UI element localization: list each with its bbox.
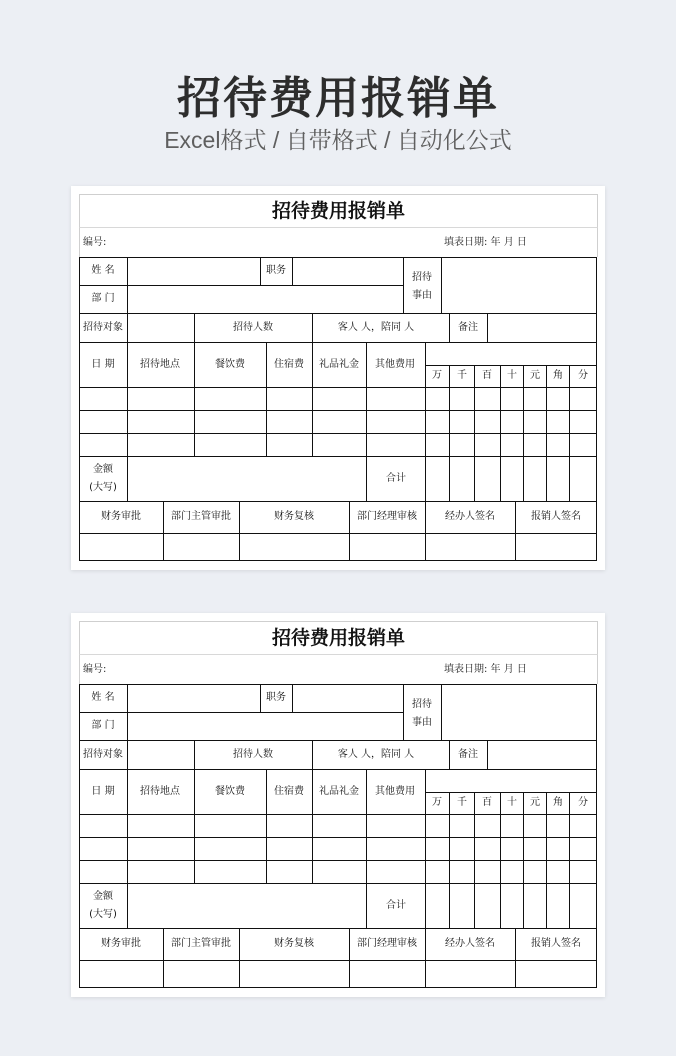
signature-label: 报销人签名 <box>531 511 581 522</box>
signature-label: 经办人签名 <box>445 511 495 522</box>
unit-header: 分 <box>578 797 588 808</box>
banner-title: 招待费用报销单 <box>177 73 499 124</box>
unit-header: 元 <box>530 370 540 381</box>
unit-header: 元 <box>530 797 540 808</box>
unit-header: 角 <box>553 797 563 808</box>
reason-label-line1: 招待 <box>412 272 432 283</box>
name-label: 姓 名 <box>91 692 115 703</box>
reimbursement-form <box>79 621 598 989</box>
other-column-header: 其他费用 <box>375 786 415 797</box>
gift-column-header: 礼品礼金 <box>319 359 359 370</box>
remark-label: 备注 <box>458 749 478 760</box>
target-label: 招待对象 <box>83 749 123 760</box>
signature-label: 经办人签名 <box>445 938 495 949</box>
form-grid-lines <box>79 621 598 989</box>
department-label: 部 门 <box>91 720 115 731</box>
signature-label: 财务审批 <box>101 511 141 522</box>
remark-label: 备注 <box>458 322 478 333</box>
form-grid-lines <box>79 194 598 562</box>
signature-label: 报销人签名 <box>531 938 581 949</box>
signature-label: 财务复核 <box>274 511 314 522</box>
signature-label: 部门经理审核 <box>357 511 417 522</box>
unit-header: 百 <box>482 370 492 381</box>
reason-label-line2: 事由 <box>412 290 432 301</box>
date-column-header: 日 期 <box>91 786 115 797</box>
count-label: 招待人数 <box>233 322 273 333</box>
name-label: 姓 名 <box>91 265 115 276</box>
target-label: 招待对象 <box>83 322 123 333</box>
signature-label: 部门主管审批 <box>171 938 231 949</box>
form-date-label: 填表日期: 年 月 日 <box>444 664 527 675</box>
unit-header: 角 <box>553 370 563 381</box>
form-preview-card <box>71 613 605 997</box>
signature-label: 部门主管审批 <box>171 511 231 522</box>
amount-label-line1: 金额 <box>93 464 113 475</box>
signature-label: 财务审批 <box>101 938 141 949</box>
signature-label: 部门经理审核 <box>357 938 417 949</box>
reimbursement-form <box>79 194 598 562</box>
form-number-label: 编号: <box>83 237 107 248</box>
total-label: 合计 <box>386 900 406 911</box>
date-column-header: 日 期 <box>91 359 115 370</box>
unit-header: 百 <box>482 797 492 808</box>
total-label: 合计 <box>386 473 406 484</box>
amount-label-line2: (大写) <box>89 482 117 493</box>
unit-header: 十 <box>507 370 517 381</box>
meal-column-header: 餐饮费 <box>215 359 245 370</box>
form-preview-card <box>71 186 605 570</box>
unit-header: 万 <box>432 797 442 808</box>
unit-header: 千 <box>457 797 467 808</box>
form-number-label: 编号: <box>83 664 107 675</box>
form-title: 招待费用报销单 <box>79 621 598 654</box>
place-column-header: 招待地点 <box>140 359 180 370</box>
department-label: 部 门 <box>91 293 115 304</box>
reason-label-line1: 招待 <box>412 699 432 710</box>
unit-header: 万 <box>432 370 442 381</box>
unit-header: 千 <box>457 370 467 381</box>
form-title: 招待费用报销单 <box>79 194 598 227</box>
lodging-column-header: 住宿费 <box>274 359 304 370</box>
amount-label-line1: 金额 <box>93 891 113 902</box>
position-label: 职务 <box>266 692 286 703</box>
meal-column-header: 餐饮费 <box>215 786 245 797</box>
amount-label-line2: (大写) <box>89 909 117 920</box>
position-label: 职务 <box>266 265 286 276</box>
gift-column-header: 礼品礼金 <box>319 786 359 797</box>
signature-label: 财务复核 <box>274 938 314 949</box>
unit-header: 分 <box>578 370 588 381</box>
form-date-label: 填表日期: 年 月 日 <box>444 237 527 248</box>
guests-label: 客人 人，陪同 人 <box>337 749 415 760</box>
guests-label: 客人 人，陪同 人 <box>337 322 415 333</box>
lodging-column-header: 住宿费 <box>274 786 304 797</box>
place-column-header: 招待地点 <box>140 786 180 797</box>
count-label: 招待人数 <box>233 749 273 760</box>
other-column-header: 其他费用 <box>375 359 415 370</box>
banner-subtitle: Excel格式 / 自带格式 / 自动化公式 <box>164 127 512 153</box>
reason-label-line2: 事由 <box>412 717 432 728</box>
unit-header: 十 <box>507 797 517 808</box>
